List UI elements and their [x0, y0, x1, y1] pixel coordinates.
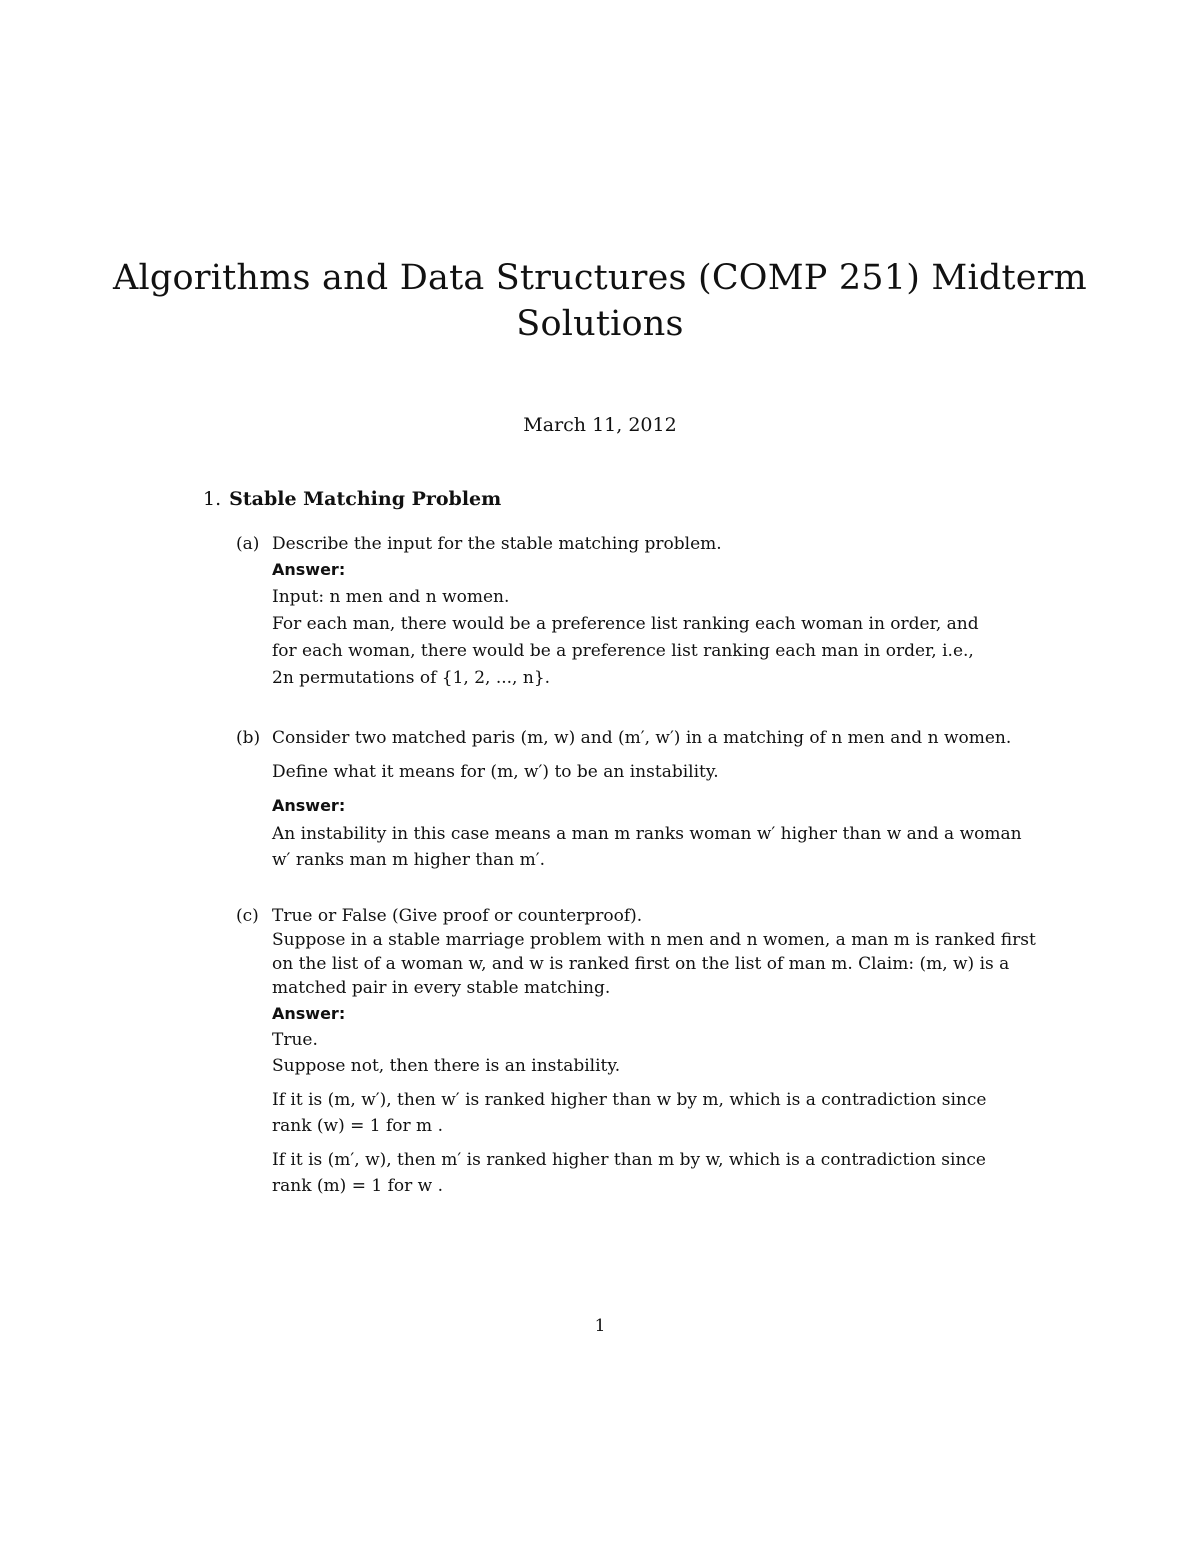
part-c-question-line-3: on the list of a woman w, and w is ranked first on the list of man m. Claim: (m, w) is a [272, 954, 1010, 974]
part-b-answer-label: Answer: [272, 796, 346, 815]
part-a-answer-line-1: Input: n men and n women. [272, 587, 510, 607]
part-b-answer-line-1: An instability in this case means a man m ranks woman w′ higher than w and a woman [272, 824, 1022, 844]
part-c-answer-line-5: If it is (m′, w), then m′ is ranked higher than m by w, which is a contradiction since [272, 1150, 986, 1170]
part-c-question-line-2: Suppose in a stable marriage problem with n men and n women, a man m is ranked first [272, 930, 1036, 950]
part-a-answer-line-4: 2n permutations of {1, 2, ..., n}. [272, 668, 551, 688]
part-a-answer-label: Answer: [272, 560, 346, 579]
part-a-label: (a) [236, 534, 260, 554]
part-b-answer-line-2: w′ ranks man m higher than m′. [272, 850, 546, 870]
section-title: Stable Matching Problem [229, 488, 502, 510]
part-c-answer-line-3: If it is (m, w′), then w′ is ranked higher than w by m, which is a contradiction since [272, 1090, 987, 1110]
part-c-answer-line-4: rank (w) = 1 for m . [272, 1116, 443, 1136]
page-number: 1 [594, 1316, 606, 1336]
part-a [236, 532, 1036, 690]
part-c-answer-label: Answer: [272, 1004, 346, 1023]
part-b [236, 726, 1036, 872]
section-number: 1. [203, 488, 222, 510]
document-title [0, 255, 1200, 347]
part-b-question-line-2: Define what it means for (m, w′) to be an instability. [272, 762, 719, 782]
part-a-answer-line-2: For each man, there would be a preference list ranking each woman in order, and [272, 614, 979, 634]
part-a-question: Describe the input for the stable matching problem. [272, 534, 722, 554]
section-heading [203, 488, 501, 510]
title-line-1: Algorithms and Data Structures (COMP 251) Midterm [113, 258, 1087, 298]
part-c-label: (c) [236, 906, 259, 926]
part-c-answer-line-1: True. [272, 1030, 318, 1050]
part-c-answer-line-2: Suppose not, then there is an instability. [272, 1056, 621, 1076]
part-b-label: (b) [236, 728, 261, 748]
part-a-answer-line-3: for each woman, there would be a preference list ranking each man in order, i.e., [272, 641, 974, 661]
part-c [236, 904, 1036, 1198]
part-c-question-line-1: True or False (Give proof or counterproof). [272, 906, 643, 926]
part-b-question-line-1: Consider two matched paris (m, w) and (m′, w′) in a matching of n men and n women. [272, 728, 1012, 748]
title-line-2: Solutions [516, 304, 684, 344]
part-c-answer-line-6: rank (m) = 1 for w . [272, 1176, 443, 1196]
document-date: March 11, 2012 [523, 414, 677, 436]
part-c-question-line-4: matched pair in every stable matching. [272, 978, 611, 998]
